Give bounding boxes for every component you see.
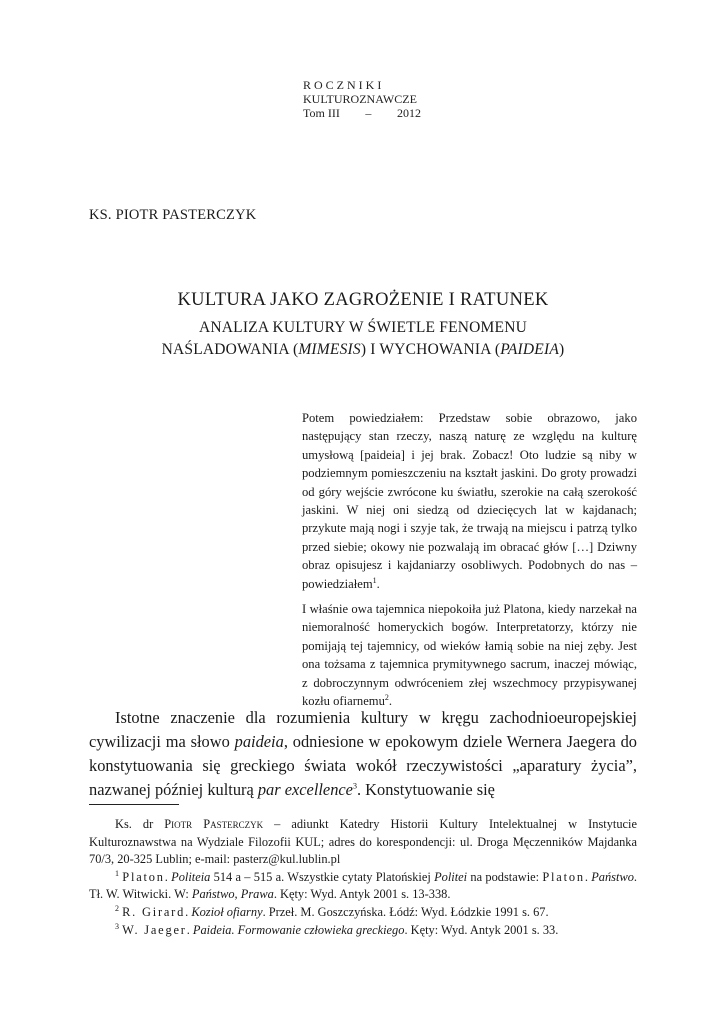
footnote-author-text: – adiunkt Katedry Historii Kultury Intelektualnej w Instytucie Kulturoznawstwa na Wydziale Filozofii KUL; adres do korespondencji: ul. Droga Męczenników Majdanka 70/3, 20-325 Lublin; e-mail: pasterz@kul.lublin.pl bbox=[89, 817, 637, 867]
footnote-text: . bbox=[164, 869, 172, 884]
footnote-text: . Kęty: Wyd. Antyk 2001 s. 13-338. bbox=[273, 887, 451, 902]
footnote-italic: Paideia. Formowanie człowieka greckiego bbox=[192, 922, 405, 937]
article-subtitle-line2 bbox=[89, 339, 637, 361]
footnote-ref-3[interactable]: 3 bbox=[352, 781, 357, 791]
journal-name-line2: KULTUROZNAWCZE bbox=[303, 92, 417, 106]
footnote-text: na podstawie: bbox=[467, 869, 543, 884]
footnote-text: . bbox=[584, 869, 592, 884]
footnote-separator bbox=[89, 804, 179, 805]
body-paragraph-1 bbox=[89, 706, 637, 802]
article-titles bbox=[89, 289, 637, 361]
footnote-3 bbox=[89, 922, 637, 940]
motto-comment-text: I właśnie owa tajemnica niepokoiła już Platona, kiedy narzekał na niemoralność homeryckich bogów. Interpretatorzy, którzy nie pomijają tej tajemnicy, od wieków łamią sobie na niej zęby. Jest ona tożsama z tajemnica prymitywnego sacrum, inaczej mówiąc, z dobroczynnym odwróceniem złej wszechmocy przypisywanej kozłu ofiarnemu bbox=[302, 602, 637, 709]
journal-volume: Tom III bbox=[303, 106, 340, 120]
body-text-segment: , odniesione w epokowym dziele Wernera Jaegera do konstytuowania się greckiego świata wokół rzeczywistości „aparatury życia”, nazwanej później kulturą bbox=[89, 732, 637, 799]
journal-name-line1 bbox=[303, 78, 421, 92]
subtitle-italic-mimesis: MIMESIS bbox=[298, 341, 361, 358]
footnote-cited-author: Platon bbox=[542, 869, 585, 884]
body-italic-paideia: paideia bbox=[234, 732, 284, 751]
article-author: KS. PIOTR PASTERCZYK bbox=[89, 207, 257, 223]
footnote-ref-2[interactable]: 2 bbox=[384, 692, 389, 702]
motto-quote bbox=[302, 409, 637, 593]
subtitle-text: ) I WYCHOWANIA ( bbox=[360, 341, 501, 358]
footnote-author-prefix: Ks. dr bbox=[115, 817, 165, 831]
journal-roczniki: R O C Z N I K I bbox=[303, 78, 382, 92]
motto-comment-end: . bbox=[388, 694, 393, 709]
footnote-italic: Kozioł ofiarny bbox=[191, 904, 263, 919]
footnote-italic: Politeia bbox=[171, 869, 211, 884]
motto-quote-end: . bbox=[376, 576, 380, 591]
footnote-1 bbox=[89, 869, 637, 904]
footnote-italic: Politei bbox=[434, 869, 468, 884]
footnote-text: . Kęty: Wyd. Antyk 2001 s. 33. bbox=[404, 922, 559, 937]
footnote-number: 2 bbox=[115, 903, 119, 913]
journal-dash: – bbox=[365, 106, 372, 120]
body-text-segment: Istotne znaczenie dla rozumienia kultury w kręgu zachodnioeuropejskiej cywilizacji ma słowo bbox=[89, 708, 637, 751]
footnote-text: . Przeł. M. Goszczyńska. Łódź: Wyd. Łódzkie 1991 s. 67. bbox=[262, 904, 549, 919]
subtitle-italic-paideia: PAIDEIA bbox=[500, 341, 560, 358]
body-paragraph bbox=[89, 706, 637, 802]
footnotes bbox=[89, 816, 637, 939]
motto-comment bbox=[302, 600, 637, 710]
article-subtitle-line1: ANALIZA KULTURY W ŚWIETLE FENOMENU bbox=[199, 319, 527, 336]
footnote-cited-author: Platon bbox=[122, 869, 165, 884]
footnote-cited-author: W. Jaeger bbox=[122, 922, 187, 937]
footnote-text: . bbox=[185, 904, 192, 919]
footnote-italic: Państwo, Prawa bbox=[191, 887, 274, 902]
footnote-number: 3 bbox=[115, 921, 119, 931]
footnote-author bbox=[89, 816, 637, 869]
journal-year: 2012 bbox=[396, 106, 421, 120]
motto-block bbox=[302, 409, 637, 711]
footnote-text: 514 a – 515 a. Wszystkie cytaty Platońskiej bbox=[210, 869, 435, 884]
subtitle-text: ) bbox=[559, 341, 565, 358]
body-text-segment: . Konstytuowanie się bbox=[356, 780, 495, 799]
footnote-ref-1[interactable]: 1 bbox=[372, 575, 377, 585]
subtitle-text: NAŚLADOWANIA ( bbox=[161, 341, 299, 358]
footnote-author-name: Piotr Pasterczyk bbox=[164, 817, 264, 831]
footnote-cited-author: R. Girard bbox=[122, 904, 186, 919]
motto-quote-text: Potem powiedziałem: Przedstaw sobie obrazowo, jako następujący stan rzeczy, naszą naturę ze względu na kulturę umysłową [paideia] i jej brak. Zobacz! Oto ludzie są niby w podziemnym pomieszczeniu na kształt jaskini. Do groty prowadzi od góry wejście zwrócone ku światłu, szerokie na całą szerokość jaskini. W niej oni siedzą od dziecięcych lat w kajdanach; przykute mają nogi i szyje tak, że trwają na miejscu i patrzą tylko przed siebie; okowy nie pozwalają im obracać głów […] Dziwny obraz opisujesz i kajdaniarzy osobliwych. Podobnych do nas – powiedziałem bbox=[302, 411, 637, 591]
article-title: KULTURA JAKO ZAGROŻENIE I RATUNEK bbox=[177, 290, 549, 310]
footnote-text: . Tł. W. Witwicki. W: bbox=[89, 869, 638, 902]
footnote-italic: Państwo bbox=[591, 869, 634, 884]
body-italic-par-excellence: par excellence bbox=[257, 780, 353, 799]
journal-header bbox=[303, 78, 421, 120]
footnote-number: 1 bbox=[115, 868, 119, 878]
journal-volume-line bbox=[303, 106, 421, 120]
footnote-text: . bbox=[186, 922, 193, 937]
footnote-2 bbox=[89, 904, 637, 922]
